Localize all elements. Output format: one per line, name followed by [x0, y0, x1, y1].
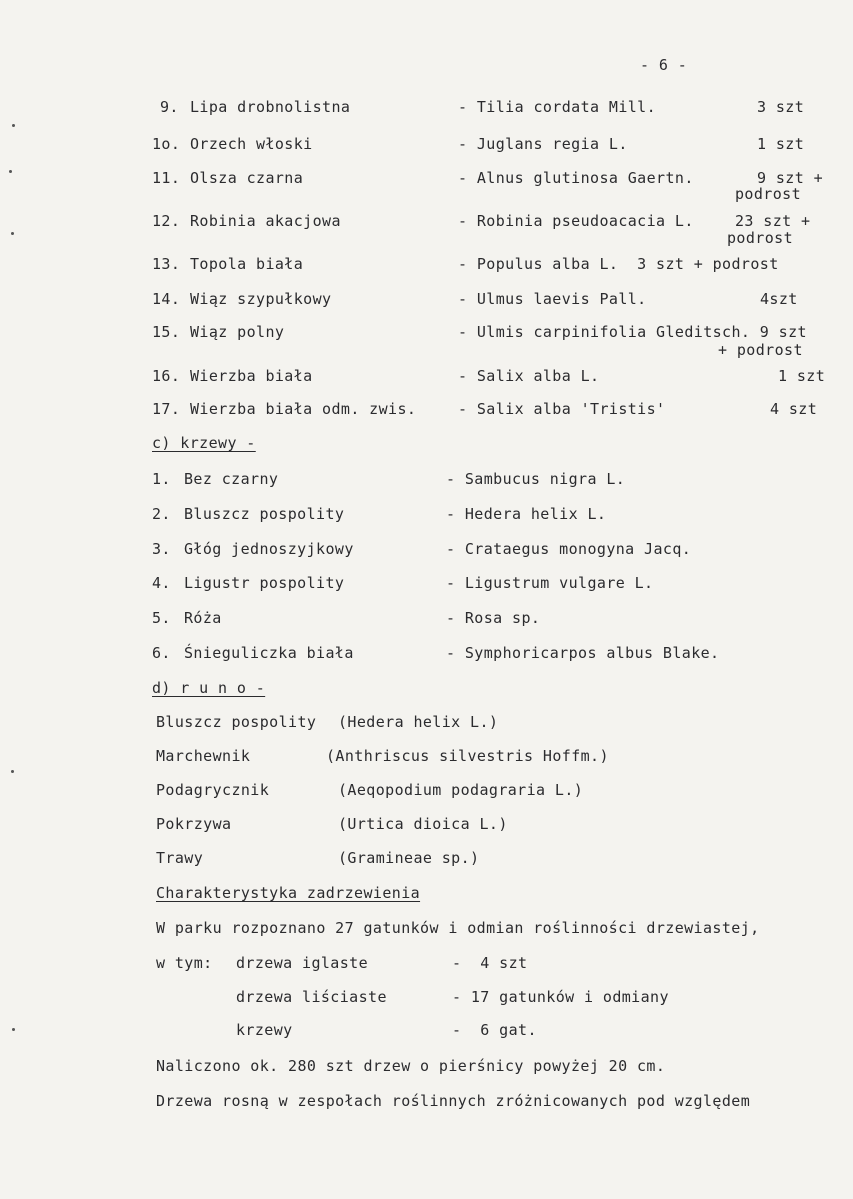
item-number: 11.: [152, 169, 181, 187]
latin-name: (Aeqopodium podagraria L.): [338, 781, 584, 799]
polish-name: Marchewnik: [156, 747, 251, 765]
count: 9 szt +: [757, 169, 824, 187]
latin-name: - Ulmis carpinifolia Gleditsch. 9 szt: [458, 323, 807, 341]
polish-name: Bluszcz pospolity: [156, 713, 317, 731]
counted-line: Naliczono ok. 280 szt drzew o pierśnicy powyżej 20 cm.: [156, 1057, 666, 1075]
latin-name: - Hedera helix L.: [446, 505, 607, 523]
margin-mark: [12, 124, 15, 127]
polish-name: Robinia akacjowa: [190, 212, 341, 230]
latin-name: - Symphoricarpos albus Blake.: [446, 644, 720, 662]
item-number: 17.: [152, 400, 181, 418]
item-number: 1o.: [152, 135, 181, 153]
section-heading-characteristics: Charakterystyka zadrzewienia: [156, 884, 421, 902]
summary-intro: W parku rozpoznano 27 gatunków i odmian roślinności drzewiastej,: [156, 919, 760, 937]
item-number: 6.: [152, 644, 171, 662]
polish-name: Olsza czarna: [190, 169, 304, 187]
summary-value: - 4 szt: [452, 954, 528, 972]
item-number: 2.: [152, 505, 171, 523]
page-number: - 6 -: [640, 56, 688, 74]
section-heading-ground-cover: d) r u n o -: [152, 679, 266, 697]
latin-name: (Anthriscus silvestris Hoffm.): [326, 747, 609, 765]
polish-name: Pokrzywa: [156, 815, 232, 833]
item-number: 9.: [160, 98, 179, 116]
count: 1 szt: [757, 135, 805, 153]
latin-name: - Salix alba 'Tristis': [458, 400, 666, 418]
count: 4szt: [760, 290, 798, 308]
count-extra: + podrost: [718, 341, 803, 359]
polish-name: Trawy: [156, 849, 204, 867]
polish-name: Ligustr pospolity: [184, 574, 345, 592]
margin-mark: [11, 770, 14, 773]
count-extra: podrost: [735, 185, 802, 203]
polish-name: Podagrycznik: [156, 781, 270, 799]
item-number: 15.: [152, 323, 181, 341]
polish-name: Wierzba biała: [190, 367, 313, 385]
item-number: 14.: [152, 290, 181, 308]
count-extra: podrost: [727, 229, 794, 247]
count: 1 szt: [778, 367, 826, 385]
latin-name: - Salix alba L.: [458, 367, 600, 385]
paragraph-line: Drzewa rosną w zespołach roślinnych zróżnicowanych pod względem: [156, 1092, 751, 1110]
item-number: 3.: [152, 540, 171, 558]
polish-name: Bluszcz pospolity: [184, 505, 345, 523]
latin-name: - Alnus glutinosa Gaertn.: [458, 169, 694, 187]
latin-name: - Ulmus laevis Pall.: [458, 290, 647, 308]
count: 23 szt +: [735, 212, 811, 230]
latin-name: - Populus alba L. 3 szt + podrost: [458, 255, 779, 273]
summary-label: drzewa liściaste: [236, 988, 387, 1006]
latin-name: - Rosa sp.: [446, 609, 541, 627]
count: 3 szt: [757, 98, 805, 116]
latin-name: - Juglans regia L.: [458, 135, 628, 153]
polish-name: Wierzba biała odm. zwis.: [190, 400, 417, 418]
item-number: 16.: [152, 367, 181, 385]
item-number: 4.: [152, 574, 171, 592]
polish-name: Topola biała: [190, 255, 304, 273]
summary-value: - 17 gatunków i odmiany: [452, 988, 669, 1006]
count: 4 szt: [770, 400, 818, 418]
polish-name: Wiąz szypułkowy: [190, 290, 332, 308]
summary-lead: w tym:: [156, 954, 213, 972]
item-number: 1.: [152, 470, 171, 488]
latin-name: - Robinia pseudoacacia L.: [458, 212, 694, 230]
latin-name: (Gramineae sp.): [338, 849, 480, 867]
polish-name: Bez czarny: [184, 470, 279, 488]
latin-name: (Hedera helix L.): [338, 713, 499, 731]
polish-name: Orzech włoski: [190, 135, 313, 153]
polish-name: Śnieguliczka biała: [184, 644, 354, 662]
polish-name: Róża: [184, 609, 222, 627]
section-heading-shrubs: c) krzewy -: [152, 434, 256, 452]
item-number: 13.: [152, 255, 181, 273]
polish-name: Wiąz polny: [190, 323, 285, 341]
latin-name: (Urtica dioica L.): [338, 815, 508, 833]
margin-mark: [11, 232, 14, 235]
summary-value: - 6 gat.: [452, 1021, 537, 1039]
polish-name: Głóg jednoszyjkowy: [184, 540, 354, 558]
polish-name: Lipa drobnolistna: [190, 98, 351, 116]
margin-mark: [9, 170, 12, 173]
item-number: 5.: [152, 609, 171, 627]
margin-mark: [12, 1028, 15, 1031]
latin-name: - Tilia cordata Mill.: [458, 98, 657, 116]
latin-name: - Crataegus monogyna Jacq.: [446, 540, 692, 558]
summary-label: krzewy: [236, 1021, 293, 1039]
item-number: 12.: [152, 212, 181, 230]
summary-label: drzewa iglaste: [236, 954, 369, 972]
latin-name: - Ligustrum vulgare L.: [446, 574, 654, 592]
latin-name: - Sambucus nigra L.: [446, 470, 626, 488]
